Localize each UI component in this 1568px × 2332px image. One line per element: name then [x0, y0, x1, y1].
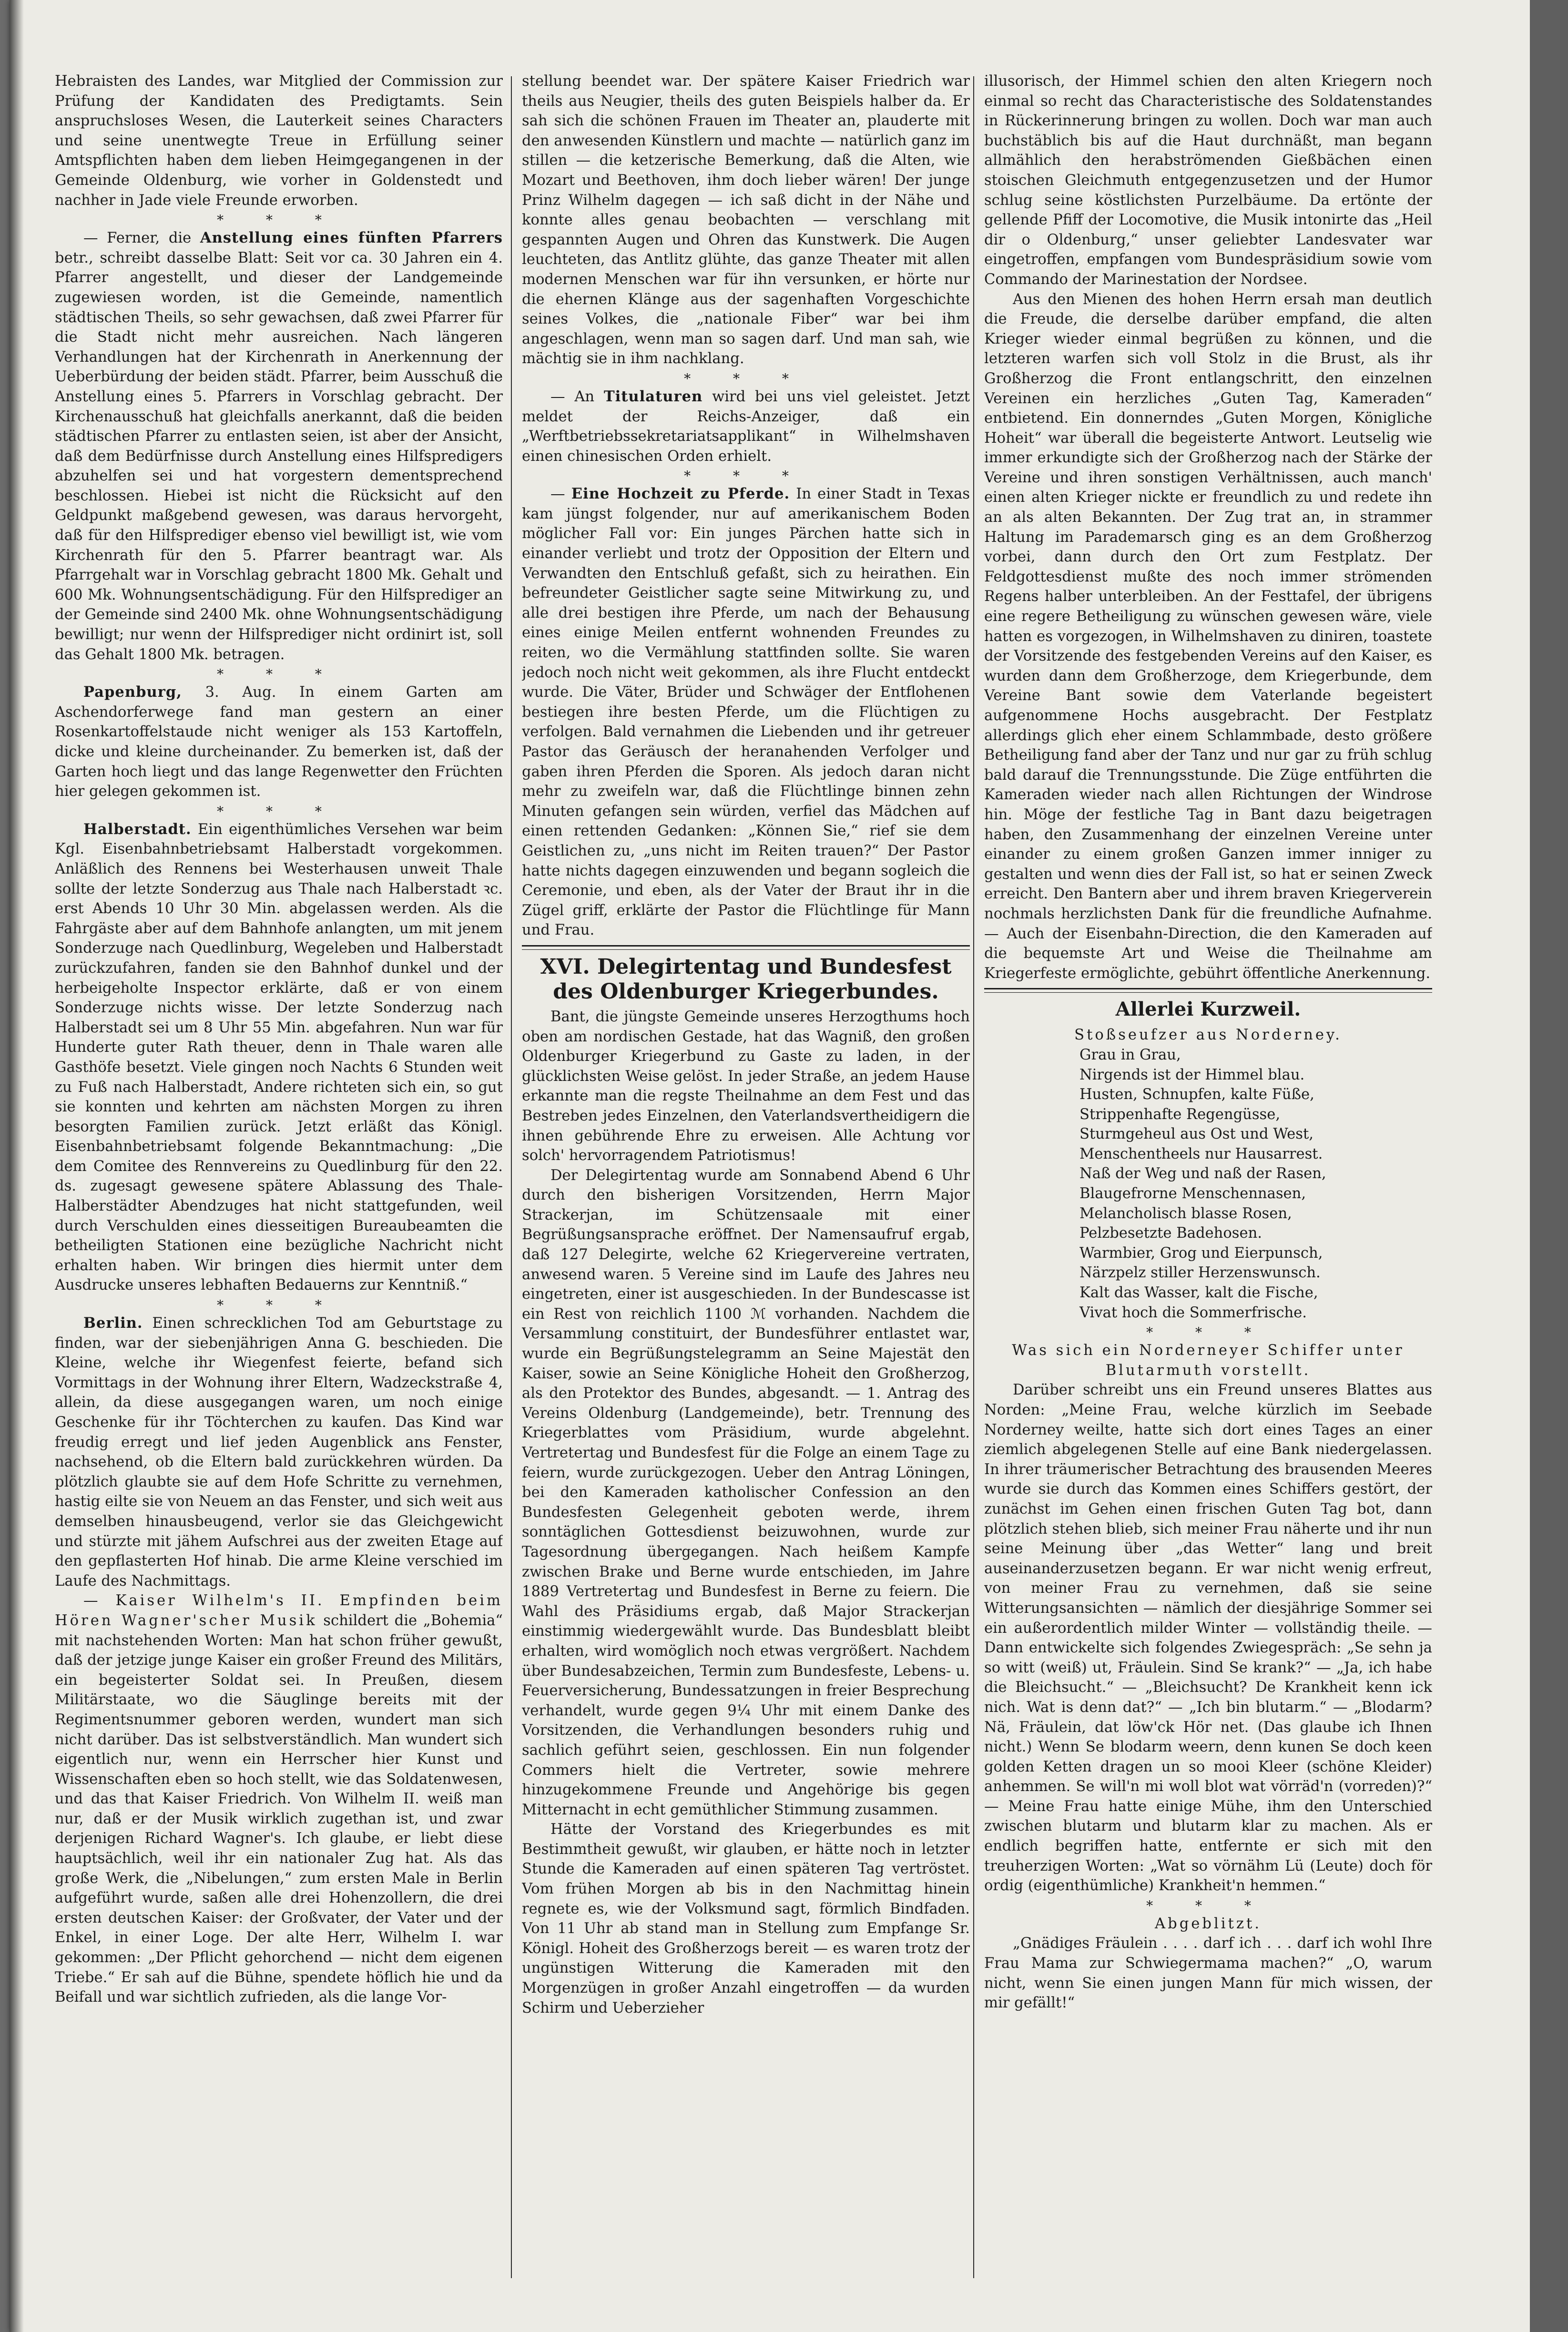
article-heading: Titulaturen: [603, 387, 703, 405]
article-heading: — Kaiser Wilhelm's II. Empfinden beim Hören Wagner'scher Musik: [55, 1592, 503, 1629]
poem-line: Vivat hoch die Sommerfrische.: [1079, 1304, 1307, 1321]
story-title-line1: Was sich ein Norderneyer Schiffer unter: [1012, 1342, 1405, 1359]
article-abgeblitzt: „Gnädiges Fräulein . . . . darf ich . . . darf ich wohl Ihre Frau Mama zur Schwiegermama machen?“ „O, warum nicht, wenn Sie einen jungen Mann für mich wissen, der mir gefällt!“: [984, 1935, 1432, 2012]
article-blutarmuth: Darüber schreibt uns ein Freund unseres Blattes aus Norden: „Meine Frau, welche kürzlich im Seebade Norderney weilte, hatte sich dort eines Tages an einer ziemlich abgelegenen Stelle auf eine Bank niedergelassen. In ihrer träumerischer Betrachtung des brausenden Meeres wurde sie durch das Kommen eines Schiffers gestört, der zunächst im Gehen einen frischen Guten Tag bot, dann plötzlich stehen blieb, sich meiner Frau näherte und ihr nun seine Meinung über „das Wetter“ lang und breit auseinanderzusetzen begann. Er war nicht wenig erfreut, von meiner Frau zu vernehmen, daß sie seine Witterungsansichten — nämlich der diesjährige Sommer sei ein außerordentlich milder Winter — vollständig theile. — Dann entwickelte sich folgendes Zwiegespräch: „Se sehn ja so witt (weiß) ut, Fräulein. Sind Se krank?“ — „Ja, ich habe die Bleichsucht.“ — „Bleichsucht? De Krankheit kenn ick nich. Wat is denn dat?“ — „Ich bin blutarm.“ — „Blodarm? Nä, Fräulein, dat löw'ck Hör net. (Das glaube ich Ihnen nicht.) Wenn Se blodarm weern, denn kunen Se doch keen golden Ketten dragen un so mooi Kleer (schöne Kleider) anhemmen. Se will'n mi woll blot wat vörräd'n (vorreden)?“ — Meine Frau hatte einige Mühe, ihm den Unterschied zwischen blutarm und blutarm klar zu machen. Als er endlich begriffen hatte, entfernte er sich mit den treuherzigen Worten: „Wat so vörnähm Lü (Leute) doch för ordig (eigenthümliche) Krankheit'n hemmen.“: [984, 1382, 1432, 1894]
article-hochzeit: [522, 484, 970, 940]
article-fest-continued: illusorisch, der Himmel schien den alten Kriegern noch einmal so recht das Characteristische des Soldatenstandes in Rückerinnerung bringen zu wollen. Doch war man auch buchstäblich bis auf die Haut durchnäßt, man begann allmählich den herabströmenden Gießbächen einen stoischen Gleichmuth entgegenzusetzen und der Humor schlug seine köstlichsten Purzelbäume. Da ertönte der gellende Pfiff der Locomotive, die Musik intonirte das „Heil dir o Oldenburg,“ unser geliebter Landesvater war eingetroffen, empfangen vom Bundespräsidium sowie vom Commando der Marinestation der Nordsee.: [984, 73, 1432, 288]
poem-line: Närzpelz stiller Herzenswunsch.: [1079, 1264, 1321, 1282]
article-heading: Halberstadt.: [83, 820, 192, 838]
article-kaiser: [55, 1591, 503, 2007]
poem-line: Kalt das Wasser, kalt die Fische,: [1079, 1284, 1318, 1302]
column-left: [55, 71, 503, 2288]
section-rule: [522, 945, 970, 950]
poem-title: Stoßseufzer aus Norderney.: [1074, 1027, 1342, 1044]
article-lead: — An: [550, 388, 595, 405]
column-separator: [973, 76, 974, 2278]
article-heading: Anstellung eines fünften Pfarrers: [200, 229, 503, 247]
article-pfarrer: [55, 228, 503, 664]
article-fest: Hätte der Vorstand des Kriegerbundes es mit Bestimmtheit gewußt, wir glauben, er hätte noch in letzter Stunde die Kameraden auf einen späteren Tag vertröstet. Vom frühen Morgen ab bis in den Nachmittag hinein regnete es, wie der Volksmund sagt, förmlich Bindfaden. Von 11 Uhr ab stand man in Stellung zum Empfange Sr. Königl. Hoheit des Großherzogs bereit — es waren trotz der ungünstigen Witterung die Kameraden mit den Morgenzügen in großer Anzahl eingetroffen — da wurden Schirm und Ueberzieher: [522, 1821, 970, 2016]
column-middle: [522, 71, 970, 2288]
article-wagner-end: stellung beendet war. Der spätere Kaiser Friedrich war theils aus Neugier, theils des guten Beispiels halber da. Er sah sich die schönen Frauen im Theater an, plauderte mit den anwesenden Künstlern und machte — natürlich ganz im stillen — die ketzerische Bemerkung, daß die Alten, wie Mozart und Beethoven, ihm doch lieber wären! Der junge Prinz Wilhelm dagegen — ich saß dicht in der Nähe und konnte alles genau beobachten — verschlang mit gespannten Augen und Ohren das Kunstwerk. Die Augen leuchteten, das Antlitz glühte, das ganze Theater mit allen modernen Menschen war für ihn versunken, er hörte nur die ehernen Klänge aus der sagenhaften Vorgeschichte seines Volkes, die „nationale Fiber“ war bei ihm angeschlagen, wenn man so sagen darf. Und man sah, wie mächtig sie in ihm nachklang.: [522, 73, 970, 367]
asterisk-divider: * * *: [1146, 1897, 1270, 1914]
asterisk-divider: * * *: [217, 803, 341, 819]
article-berlin: [55, 1314, 503, 1591]
column-right: [984, 71, 1432, 2288]
article-body: schildert die „Bohemia“ mit nachstehenden Worten: Man hat schon früher gewußt, daß der jetzige junge Kaiser ein großer Freund des Militärs, ein begeisterter Soldat sei. In Preußen, diesem Militärstaate, wo die Säuglinge bereits mit der Regimentsnummer geboren werden, wundert man sich nicht darüber. Das ist selbstverständlich. Man wundert sich eigentlich nur, wenn ein Herrscher hier Kunst und Wissenschaften eben so hoch stellt, wie das Soldatenwesen, und das that Kaiser Friedrich. Von Wilhelm II. weiß man nur, daß er der Musik wirklich zugethan ist, und zwar derjenigen Richard Wagner's. Ich glaube, er liebt diese hauptsächlich, weil ihr ein nationaler Zug hat. Als das große Werk, die „Nibelungen,“ zum ersten Male in Berlin aufgeführt wurde, saßen alle drei Hohenzollern, die drei ersten deutschen Kaiser: der Großvater, der Vater und der Enkel, in einer Loge. Der alte Herr, Wilhelm I. war gekommen: „Der Pflicht gehorchend — nicht dem eigenen Triebe.“ Er sah auf die Bühne, spendete höflich hie und da Beifall und war sichtlich zufrieden, als die lange Vor-: [55, 1612, 503, 2006]
asterisk-divider: * * *: [1146, 1324, 1270, 1341]
section-rule: [984, 988, 1432, 993]
article-heading: Berlin.: [83, 1314, 143, 1332]
article-delegirtentag: Der Delegirtentag wurde am Sonnabend Abend 6 Uhr durch den bisherigen Vorsitzenden, Herrn Major Strackerjan, im Schützensaale mit einer Begrüßungsansprache eröffnet. Der Namensaufruf ergab, daß 127 Delegirte, welche 62 Kriegervereine vertraten, anwesend waren. 5 Vereine sind im Laufe des Jahres neu eingetreten, einer ist ausgeschieden. In der Bundescasse ist ein Rest von reichlich 1100 ℳ vorhanden. Nachdem die Versammlung constituirt, der Bundesführer entlastet war, wurde ein Begrüßungstelegramm an Seine Majestät den Kaiser, sowie an Seine Königliche Hoheit den Großherzog, als den Protektor des Bundes, abgesandt. — 1. Antrag des Vereins Oldenburg (Landgemeinde), betr. Trennung des Kriegerblattes vom Präsidium, wurde abgelehnt. Vertretertag und Bundesfest für die Folge an einem Tage zu feiern, wurde zurückgezogen. Ueber den Antrag Löningen, bei den Kameraden katholischer Confession an den Bundesfesten Gelegenheit geboten werde, ihrem sonntäglichen Gottesdienst beizuwohnen, wurde zur Tagesordnung übergegangen. Nach heißem Kampfe zwischen Brake und Berne wurde entschieden, im Jahre 1889 Vertretertag und Bundesfest in Berne zu feiern. Die Wahl des Präsidiums ergab, daß Major Strackerjan einstimmig wiedergewählt wurde. Das Bundesblatt bleibt erhalten, wird womöglich noch etwas vergrößert. Nachdem über Bundesabzeichen, Termin zum Bundesfeste, Lebens- u. Feuerversicherung, Bundessatzungen in freier Besprechung verhandelt, wurde gegen 9¼ Uhr mit einem Danke des Vorsitzenden, die Verhandlungen besonders ruhig und sachlich geführt seien, geschlossen. Ein nun folgender Commers hielt die Vertreter, sowie mehrere hinzugekommene Freunde und Angehörige bis gegen Mitternacht in echt gemüthlicher Stimmung zusammen.: [522, 1167, 970, 1818]
article-papenburg: [55, 682, 503, 802]
article-obituary-end: Hebraisten des Landes, war Mitglied der Commission zur Prüfung der Kandidaten des Predigtamts. Sein anspruchsloses Wesen, die Lauterkeit seines Characters und seine unentwegte Treue in Erfüllung seiner Amtspflichten haben dem lieben Heimgegangenen in der Gemeinde Oldenburg, wie vorher in Goldenstedt und nachher in Jade viele Freunde erworben.: [55, 73, 503, 209]
scan-background: [1530, 0, 1568, 2332]
article-bant: Bant, die jüngste Gemeinde unseres Herzogthums hoch oben am nordischen Gestade, hat das Wagniß, den großen Oldenburger Kriegerbund zu Gaste zu laden, in der glücklichsten Weise gelöst. In jeder Straße, an jedem Hause erkannte man die regste Theilnahme an dem Fest und das Bestreben jedes Einzelnen, den Vaterlandsvertheidigern die ihnen gebührende Ehre zu erweisen. Alle Achtung vor solch' hervorragendem Patriotismus!: [522, 1008, 970, 1164]
poem-line: Naß der Weg und naß der Rasen,: [1079, 1165, 1326, 1182]
article-lead: — Ferner, die: [83, 230, 192, 247]
poem-line: Melancholisch blasse Rosen,: [1079, 1205, 1292, 1222]
story-title-line2: Blutarmuth vorstellt.: [1105, 1362, 1311, 1379]
article-body: Einen schrecklichen Tod am Geburtstage zu finden, war der siebenjährigen Anna G. beschieden. Die Kleine, welche ihr Wiegenfest feierte, befand sich Vormittags in der Wohnung ihrer Eltern, Wadzeckstraße 4, allein, da diese ausgegangen waren, um noch einige Geschenke für ihr Töchterchen zu kaufen. Das Kind war freudig erregt und lief jeden Augenblick ans Fenster, nachsehend, ob die Eltern bald zurückkehren würden. Da plötzlich glaubte sie auf dem Hofe Schritte zu vernehmen, hastig eilte sie von Neuem an das Fenster, und sich weit aus demselben hinausbeugend, verlor sie das Gleichgewicht und stürzte mit jähem Aufschrei aus der zweiten Etage auf den gepflasterten Hof hinab. Die arme Kleine verschied im Laufe des Nachmittags.: [55, 1315, 503, 1589]
article-heading: Papenburg,: [83, 683, 182, 701]
poem-line: Pelzbesetzte Badehosen.: [1079, 1225, 1263, 1242]
article-body: betr., schreibt dasselbe Blatt: Seit vor ca. 30 Jahren ein 4. Pfarrer angestellt, und dieser der Landgemeinde zugewiesen worden, ist die Gemeinde, namentlich städtischen Theils, so sehr gewachsen, daß zwei Pfarrer für die Stadt nicht mehr ausreichen. Nach längeren Verhandlungen hat der Kirchenrath in Anerkennung der Ueberbürdung der beiden städt. Pfarrer, beim Ausschuß die Anstellung eines 5. Pfarrers in Vorschlag gebracht. Der Kirchenausschuß hat gleichfalls anerkannt, daß die beiden städtischen Pfarrer zu entlasten seien, ist aber der Ansicht, daß dem Bedürfnisse durch Anstellung eines Hilfspredigers abzuhelfen sei und hat vorgestern dementsprechend beschlossen. Hiebei ist nicht die Rücksicht auf den Geldpunkt maßgebend gewesen, was daraus hervorgeht, daß für den Hilfsprediger ebenso viel bewilligt ist, wie vom Kirchenrath für den 5. Pfarrer beantragt war. Als Pfarrgehalt war in Vorschlag gebracht 1800 Mk. Gehalt und 600 Mk. Wohnungsentschädigung. Für den Hilfsprediger an der Gemeinde sind 2400 Mk. ohne Wohnungsentschädigung bewilligt; nur wenn der Hilfsprediger nicht ordinirt ist, soll das Gehalt 1800 Mk. betragen.: [55, 249, 503, 663]
poem-line: Warmbier, Grog und Eierpunsch,: [1079, 1244, 1323, 1262]
asterisk-divider: * * *: [217, 666, 341, 682]
abgeblitzt-title: Abgeblitzt.: [1155, 1915, 1262, 1932]
poem-line: Husten, Schnupfen, kalte Füße,: [1079, 1086, 1314, 1103]
asterisk-divider: * * *: [217, 1297, 341, 1314]
poem-line: Grau in Grau,: [1079, 1046, 1181, 1063]
poem-line: Blaugefrorne Menschennasen,: [1079, 1185, 1306, 1202]
poem-line: Strippenhafte Regengüsse,: [1079, 1106, 1281, 1123]
section-title-line2: des Oldenburger Kriegerbundes.: [553, 979, 939, 1004]
section-title-kurzweil: Allerlei Kurzweil.: [1115, 998, 1301, 1021]
article-titulaturen: [522, 387, 970, 466]
poem-line: Menschentheels nur Hausarrest.: [1079, 1145, 1323, 1162]
column-separator: [511, 76, 512, 2278]
article-heading: Eine Hochzeit zu Pferde.: [571, 485, 790, 503]
section-title: [522, 955, 970, 1004]
article-body: Ein eigenthümliches Versehen war beim Kgl. Eisenbahnbetriebsamt Halberstadt vorgekommen. Anläßlich des Rennens bei Westerhausen unweit Thale sollte der letzte Sonderzug aus Thale nach Halberstadt ꝛc. erst Abends 10 Uhr 30 Min. abgelassen werden. Als die Fahrgäste aber auf dem Bahnhofe anlangten, um mit jenem Sonderzuge nach Quedlinburg, Wegeleben und Halberstadt zurückzufahren, fanden sie den Bahnhof dunkel und der herbeigeholte Inspector erklärte, daß er von einem Sonderzuge nichts wisse. Der letzte Sonderzug nach Halberstadt sei um 8 Uhr 55 Min. abgefahren. Nun war für Hunderte guter Rath theuer, denn in Thale waren alle Gasthöfe besetzt. Viele gingen noch Nachts 6 Stunden weit zu Fuß nach Halberstadt, Andere richteten sich ein, so gut sie konnten und kehrten am nächsten Morgen zu ihren besorgten Familien zurück. Jetzt erläßt das Königl. Eisenbahnbetriebsamt folgende Bekanntmachung: „Die dem Comitee des Rennvereins zu Quedlinburg für den 22. ds. zugesagt gewesene spätere Ablassung des Thale-Halberstädter Abendzuges hat nicht stattgefunden, weil durch Verschulden eines diesseitigen Bureaubeamten die betheiligten Stationen eine bezügliche Nachricht nicht erhalten haben. Wir bringen dies hiermit unter dem Ausdrucke unseres lebhaften Bedauerns zur Kenntniß.“: [55, 821, 503, 1294]
poem-line: Sturmgeheul aus Ost und West,: [1079, 1126, 1313, 1143]
section-title-line1: XVI. Delegirtentag und Bundesfest: [540, 954, 952, 979]
article-body: wird bei uns viel geleistet. Jetzt meldet der Reichs-Anzeiger, daß ein „Werftbetriebssekretariatsapplikant“ in Wilhelmshaven einen chinesischen Orden erhielt.: [522, 388, 970, 465]
poem: [984, 1045, 1432, 1323]
article-grossherzog: Aus den Mienen des hohen Herrn ersah man deutlich die Freude, die derselbe darüber empfand, die alten Krieger wieder einmal begrüßen zu können, und die letzteren warfen sich voll Stolz in die Brust, als ihr Großherzog die Front entlangschritt, den einzelnen Vereinen ein herzliches „Guten Tag, Kameraden“ entbietend. Ein donnerndes „Guten Morgen, Königliche Hoheit“ war überall die begeisterte Antwort. Leutselig wie immer erkundigte sich der Großherzog nach der Stärke der Vereine und ihren sonstigen Verhältnissen, auch manch' einen alten Krieger nickte er freundlich zu und redete ihn an als alten Bekannten. Der Zug trat an, in strammer Haltung im Parademarsch ging es an dem Großherzog vorbei, dann durch den Ort zum Festplatz. Der Feldgottesdienst mußte des noch immer strömenden Regens halber unterbleiben. An der Festtafel, der übrigens eine regere Betheiligung zu wünschen gewesen wäre, viele hatten es vorgezogen, in Wilhelmshaven zu diniren, toastete der Vorsitzende des festgebenden Vereins auf den Kaiser, es wurden dann dem Großherzoge, dem Kriegerbunde, dem Vereine Bant sowie dem Vaterlande begeistert aufgenommene Hochs ausgebracht. Der Festplatz allerdings glich eher einem Schlammbade, desto größere Betheiligung fand aber der Tanz und nur gar zu früh schlug bald darauf die Trennungsstunde. Die Züge entführten die Kameraden wieder nach allen Richtungen der Windrose hin. Möge der festliche Tag in Bant dazu beigetragen haben, den Zusammenhang der einzelnen Vereine unter einander zu einem großen Ganzen immer inniger zu gestalten und wenn dies der Fall ist, so hat er seinen Zweck erreicht. Den Bantern aber und ihrem braven Kriegerverein nochmals herzlichsten Dank für die freundliche Aufnahme. — Auch der Eisenbahn-Direction, die den Kameraden auf die bequemste Art und Weise die Theilnahme am Kriegerfeste ermöglichte, gebührt öffentliche Anerkennung.: [984, 291, 1432, 982]
asterisk-divider: * * *: [217, 212, 341, 228]
article-lead: —: [550, 486, 565, 503]
article-body: In einer Stadt in Texas kam jüngst folgender, nur auf amerikanischem Boden möglicher Fall vor: Ein junges Pärchen hatte sich in einander verliebt und trotz der Opposition der Eltern und Verwandten den Entschluß gefaßt, sich zu heirathen. Ein befreundeter Geistlicher sagte seine Mitwirkung zu, und alle drei bestigen ihre Pferde, um nach der Behausung eines einige Meilen entfernt wohnenden Freundes zu reiten, wo die Vermählung stattfinden sollte. Sie waren jedoch noch nicht weit gekommen, als ihre Flucht entdeckt wurde. Die Väter, Brüder und Schwäger der Entflohenen bestiegen ihre besten Pferde, um die Flüchtigen zu verfolgen. Bald vernahmen die Liebenden und ihr getreuer Pastor das Geräusch der heranahenden Verfolger und gaben ihren Pferden die Sporen. Als jedoch daran nicht mehr zu zweifeln war, daß die Flüchtlinge binnen zehn Minuten gefangen sein würden, verfiel das Mädchen auf einen rettenden Gedanken: „Können Sie,“ rief sie dem Geistlichen zu, „uns nicht im Reiten trauen?“ Der Pastor hatte nichts dagegen einzuwenden und begann sogleich die Ceremonie, und eben, als der Vater der Braut ihr in die Zügel griff, erklärte der Pastor die Flüchtlinge für Mann und Frau.: [522, 486, 970, 939]
article-halberstadt: [55, 820, 503, 1295]
poem-line: Nirgends ist der Himmel blau.: [1079, 1066, 1305, 1083]
asterisk-divider: * * *: [684, 370, 808, 387]
asterisk-divider: * * *: [684, 468, 808, 484]
newspaper-page: [10, 0, 1530, 2332]
article-body: 3. Aug. In einem Garten am Aschendorferwege fand man gestern an einer Rosenkartoffelstaude nicht weniger als 153 Kartoffeln, dicke und kleine durcheinander. Zu bemerken ist, daß der Garten hoch liegt und das lange Regenwetter den Früchten hier gelegen gekommen ist.: [55, 684, 503, 800]
